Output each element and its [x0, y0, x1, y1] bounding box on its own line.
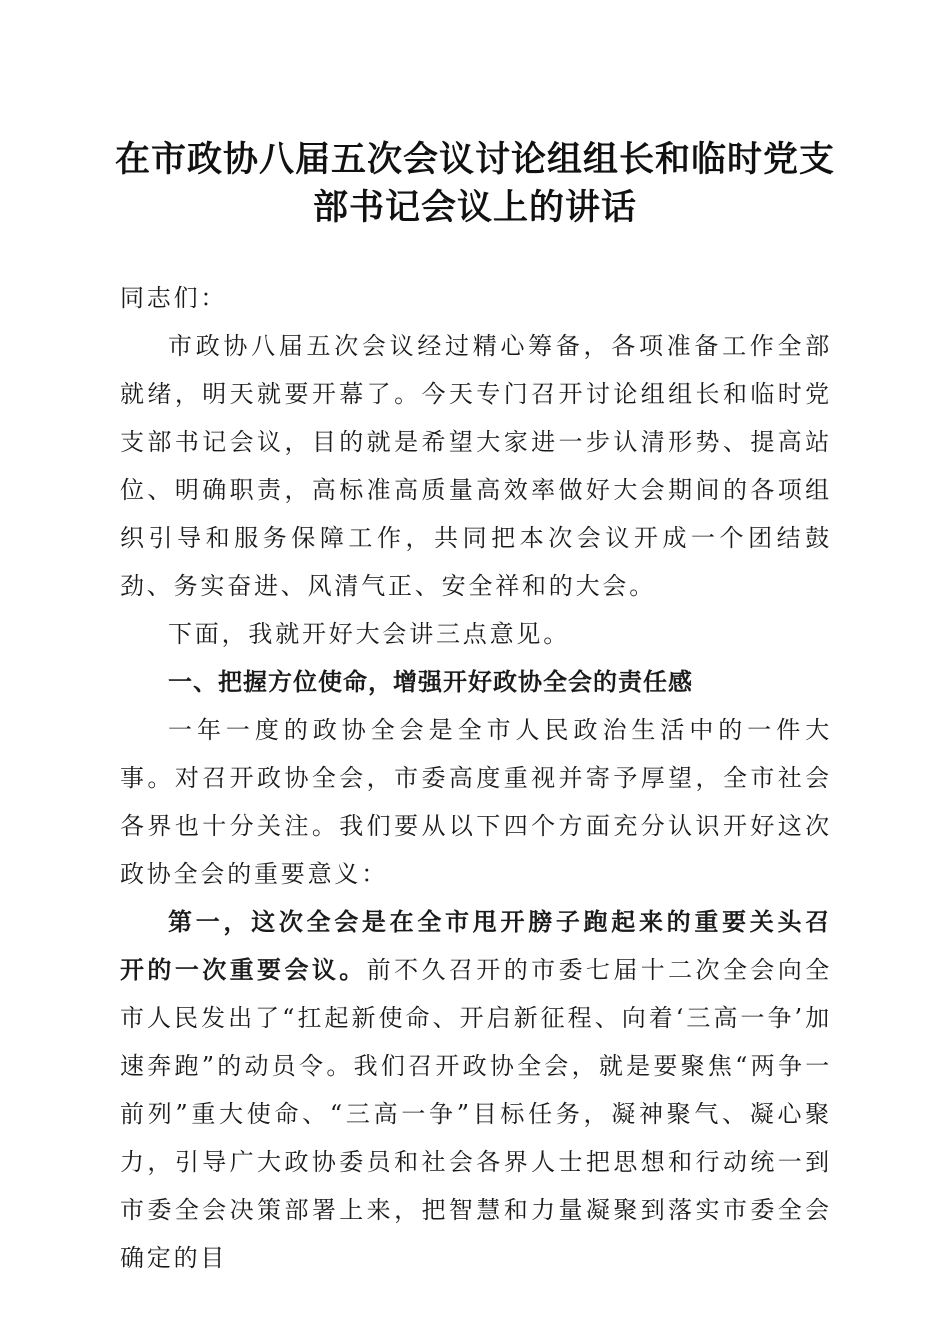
body-paragraph: 市政协八届五次会议经过精心筹备，各项准备工作全部就绪，明天就要开幕了。今天专门召开讨论组组长和临时党支部书记会议，目的就是希望大家进一步认清形势、提高站位、明确职责，高标准高质量高效率做好大会期间的各项组织引导和服务保障工作，共同把本次会议开成一个团结鼓劲、务实奋进、风清气正、安全祥和的大会。 [120, 332, 832, 600]
title-line-2: 部书记会议上的讲话 [312, 187, 637, 228]
document-title [100, 136, 850, 232]
title-line-1: 在市政协八届五次会议讨论组组长和临时党支 [114, 139, 835, 180]
point-text: 前不久召开的市委七届十二次全会向全市人民发出了“扛起新使命、开启新征程、向着‘三高一争’加速奔跑”的动员令。我们召开政协全会，就是要聚焦“两争一前列”重大使命、“三高一争”目标任务，凝神聚气、凝心聚力，引导广大政协委员和社会各界人士把思想和行动统一到市委全会决策部署上来，把智慧和力量凝聚到落实市委全会确定的目 [120, 956, 832, 1272]
point-lead: 第一，这次全会是在全市甩开膀子跑起来的重要关头召开的一次重要会议。 [120, 907, 832, 984]
section-heading: 一、把握方位使命，增强开好政协全会的责任感 [168, 668, 693, 696]
document-body [120, 274, 832, 1282]
body-paragraph [120, 898, 832, 1282]
body-paragraph: 一年一度的政协全会是全市人民政治生活中的一件大事。对召开政协全会，市委高度重视并寄予厚望，全市社会各界也十分关注。我们要从以下四个方面充分认识开好这次政协全会的重要意义： [120, 716, 832, 888]
body-paragraph: 下面，我就开好大会讲三点意见。 [168, 620, 570, 648]
greeting: 同志们： [120, 284, 228, 312]
